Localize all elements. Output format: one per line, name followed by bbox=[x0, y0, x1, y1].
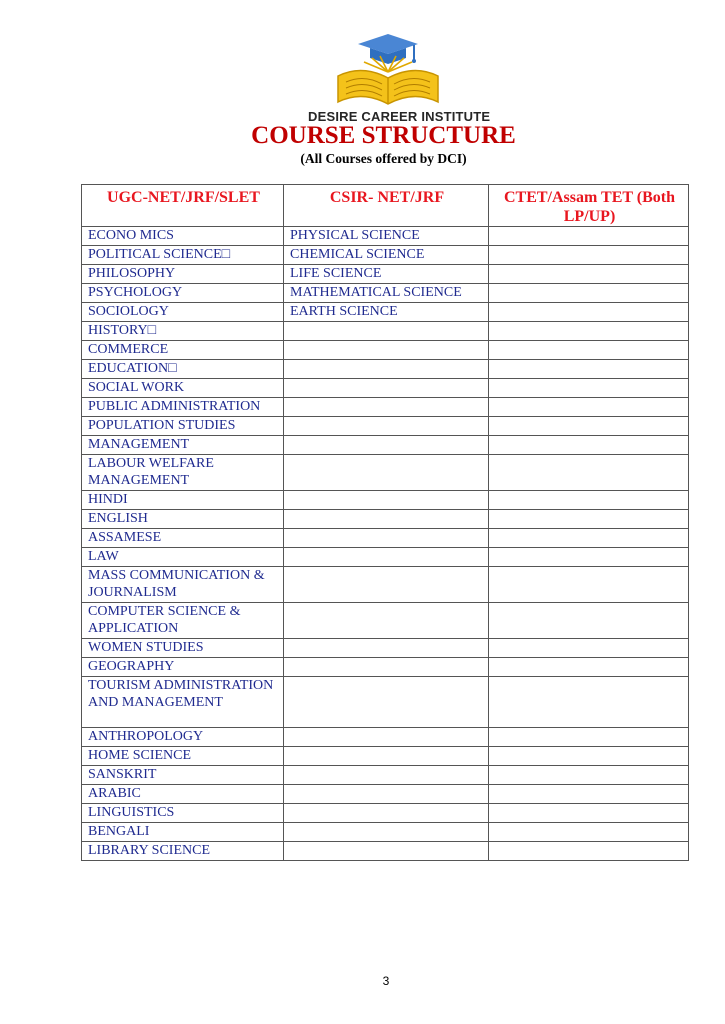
column-header: UGC-NET/JRF/SLET bbox=[82, 185, 284, 227]
page-number: 3 bbox=[382, 974, 390, 988]
table-row bbox=[82, 246, 689, 265]
table-row bbox=[82, 436, 689, 455]
table-cell bbox=[284, 603, 489, 639]
table-row bbox=[82, 227, 689, 246]
table-cell: PUBLIC ADMINISTRATION bbox=[82, 398, 284, 417]
table-cell bbox=[489, 747, 689, 766]
table-cell bbox=[489, 842, 689, 861]
table-cell: HOME SCIENCE bbox=[82, 747, 284, 766]
table-cell bbox=[284, 417, 489, 436]
table-cell bbox=[284, 804, 489, 823]
table-cell: GEOGRAPHY bbox=[82, 658, 284, 677]
table-row bbox=[82, 417, 689, 436]
table-cell: SOCIAL WORK bbox=[82, 379, 284, 398]
table-cell bbox=[284, 455, 489, 491]
table-row bbox=[82, 823, 689, 842]
table-cell bbox=[489, 227, 689, 246]
table-cell: BENGALI bbox=[82, 823, 284, 842]
table-cell bbox=[489, 284, 689, 303]
table-cell bbox=[489, 491, 689, 510]
table-cell: MASS COMMUNICATION & JOURNALISM bbox=[82, 567, 284, 603]
table-header-row bbox=[82, 185, 689, 227]
table-cell: PSYCHOLOGY bbox=[82, 284, 284, 303]
table-cell: EDUCATION□ bbox=[82, 360, 284, 379]
table-cell: COMMERCE bbox=[82, 341, 284, 360]
table-row bbox=[82, 728, 689, 747]
table-row bbox=[82, 284, 689, 303]
table-cell bbox=[489, 529, 689, 548]
table-cell: ARABIC bbox=[82, 785, 284, 804]
institute-logo bbox=[308, 32, 491, 126]
table-cell: POPULATION STUDIES bbox=[82, 417, 284, 436]
table-cell bbox=[284, 842, 489, 861]
table-cell bbox=[489, 360, 689, 379]
table-cell bbox=[284, 567, 489, 603]
table-cell: CHEMICAL SCIENCE bbox=[284, 246, 489, 265]
table-cell bbox=[284, 728, 489, 747]
table-cell bbox=[489, 785, 689, 804]
table-cell bbox=[284, 766, 489, 785]
table-cell: PHYSICAL SCIENCE bbox=[284, 227, 489, 246]
page-title: COURSE STRUCTURE bbox=[251, 122, 516, 149]
table-cell: LAW bbox=[82, 548, 284, 567]
table-cell bbox=[489, 322, 689, 341]
table-cell bbox=[489, 639, 689, 658]
table-cell bbox=[489, 303, 689, 322]
column-header: CSIR- NET/JRF bbox=[284, 185, 489, 227]
table-row bbox=[82, 322, 689, 341]
table-row bbox=[82, 677, 689, 728]
table-cell bbox=[489, 823, 689, 842]
table-cell: ENGLISH bbox=[82, 510, 284, 529]
table-cell: MATHEMATICAL SCIENCE bbox=[284, 284, 489, 303]
table-cell bbox=[284, 360, 489, 379]
table-row bbox=[82, 491, 689, 510]
table-cell: ASSAMESE bbox=[82, 529, 284, 548]
table-row bbox=[82, 842, 689, 861]
table-cell bbox=[489, 417, 689, 436]
table-cell bbox=[284, 747, 489, 766]
table-row bbox=[82, 658, 689, 677]
table-cell bbox=[284, 436, 489, 455]
table-cell: HINDI bbox=[82, 491, 284, 510]
table-cell bbox=[489, 677, 689, 728]
table-cell bbox=[489, 766, 689, 785]
table-row bbox=[82, 548, 689, 567]
table-cell: LIFE SCIENCE bbox=[284, 265, 489, 284]
table-cell: EARTH SCIENCE bbox=[284, 303, 489, 322]
table-cell: ECONO MICS bbox=[82, 227, 284, 246]
table-row bbox=[82, 265, 689, 284]
table-cell bbox=[284, 341, 489, 360]
book-and-cap-icon bbox=[330, 32, 446, 108]
table-cell: ANTHROPOLOGY bbox=[82, 728, 284, 747]
table-row bbox=[82, 603, 689, 639]
table-row bbox=[82, 804, 689, 823]
table-row bbox=[82, 510, 689, 529]
table-cell bbox=[489, 246, 689, 265]
table-cell bbox=[489, 379, 689, 398]
table-cell bbox=[284, 823, 489, 842]
table-cell bbox=[489, 455, 689, 491]
table-cell bbox=[284, 379, 489, 398]
table-cell: COMPUTER SCIENCE & APPLICATION bbox=[82, 603, 284, 639]
table-cell bbox=[489, 510, 689, 529]
course-table bbox=[81, 184, 689, 861]
table-cell bbox=[284, 529, 489, 548]
table-cell bbox=[489, 603, 689, 639]
table-cell bbox=[284, 510, 489, 529]
table-cell bbox=[489, 398, 689, 417]
table-cell: SANSKRIT bbox=[82, 766, 284, 785]
table-cell: POLITICAL SCIENCE□ bbox=[82, 246, 284, 265]
table-cell bbox=[284, 491, 489, 510]
table-cell: PHILOSOPHY bbox=[82, 265, 284, 284]
table-cell bbox=[284, 639, 489, 658]
table-row bbox=[82, 785, 689, 804]
page-subtitle: (All Courses offered by DCI) bbox=[300, 151, 467, 166]
table-cell bbox=[284, 322, 489, 341]
table-cell: MANAGEMENT bbox=[82, 436, 284, 455]
table-cell bbox=[489, 548, 689, 567]
table-cell bbox=[489, 804, 689, 823]
table-row bbox=[82, 341, 689, 360]
table-row bbox=[82, 398, 689, 417]
table-row bbox=[82, 639, 689, 658]
table-row bbox=[82, 360, 689, 379]
table-cell bbox=[489, 265, 689, 284]
table-row bbox=[82, 303, 689, 322]
table-cell: HISTORY□ bbox=[82, 322, 284, 341]
table-cell bbox=[489, 341, 689, 360]
table-cell: SOCIOLOGY bbox=[82, 303, 284, 322]
column-header: CTET/Assam TET (Both LP/UP) bbox=[489, 185, 689, 227]
table-row bbox=[82, 529, 689, 548]
table-cell bbox=[489, 658, 689, 677]
table-cell bbox=[284, 677, 489, 728]
table-cell bbox=[284, 785, 489, 804]
table-cell bbox=[284, 658, 489, 677]
table-row bbox=[82, 455, 689, 491]
table-cell bbox=[489, 436, 689, 455]
table-row bbox=[82, 747, 689, 766]
table-cell: LIBRARY SCIENCE bbox=[82, 842, 284, 861]
table-row bbox=[82, 567, 689, 603]
table-cell bbox=[489, 728, 689, 747]
table-row bbox=[82, 379, 689, 398]
logo-text: DESIRE CAREER INSTITUTE bbox=[308, 109, 491, 124]
table-cell bbox=[489, 567, 689, 603]
table-row bbox=[82, 766, 689, 785]
table-cell: WOMEN STUDIES bbox=[82, 639, 284, 658]
table-cell: LABOUR WELFARE MANAGEMENT bbox=[82, 455, 284, 491]
table-cell bbox=[284, 398, 489, 417]
table-cell bbox=[284, 548, 489, 567]
table-cell: LINGUISTICS bbox=[82, 804, 284, 823]
table-cell: TOURISM ADMINISTRATION AND MANAGEMENT bbox=[82, 677, 284, 728]
